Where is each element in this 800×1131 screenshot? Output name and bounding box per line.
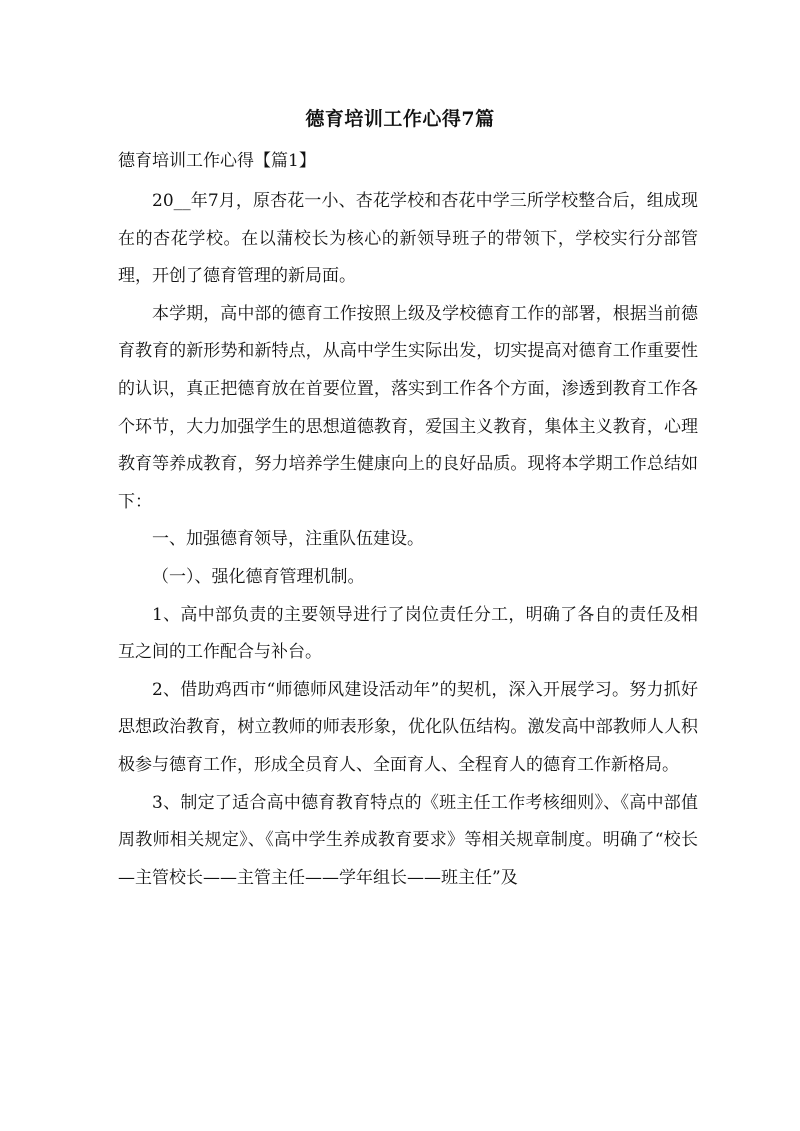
- list-item-3: 3、制定了适合高中德育教育特点的《班主任工作考核细则》、《高中部值周教师相关规定》、《高中学生养成教育要求》等相关规章制度。明确了“校长—主管校长——主管主任——学年组长——班主任”及: [118, 792, 698, 888]
- paragraph-semester: 本学期，高中部的德育工作按照上级及学校德育工作的部署，根据当前德育教育的新形势和新特点，从高中学生实际出发，切实提高对德育工作重要性的认识，真正把德育放在首要位置，落实到工作各个方面，渗透到教育工作各个环节，大力加强学生的思想道德教育，爱国主义教育，集体主义教育，心理教育等养成教育，努力培养学生健康向上的良好品质。现将本学期工作总结如下：: [118, 303, 698, 512]
- list-item-1: 1、高中部负责的主要领导进行了岗位责任分工，明确了各自的责任及相互之间的工作配合与补台。: [118, 604, 698, 663]
- document-title: 德育培训工作心得7篇: [305, 108, 495, 130]
- section-heading: 德育培训工作心得【篇1】: [118, 151, 316, 171]
- heading-level-1: 一、加强德育领导，注重队伍建设。: [152, 529, 424, 550]
- heading-level-2: （一）、强化德育管理机制。: [152, 566, 365, 587]
- paragraph-intro: 20__年7月，原杏花一小、杏花学校和杏花中学三所学校整合后，组成现在的杏花学校。在以蒲校长为核心的新领导班子的带领下，学校实行分部管理，开创了德育管理的新局面。: [118, 191, 698, 287]
- list-item-2: 2、借助鸡西市“师德师风建设活动年”的契机，深入开展学习。努力抓好思想政治教育，树立教师的师表形象，优化队伍结构。激发高中部教师人人积极参与德育工作，形成全员育人、全面育人、全程育人的德育工作新格局。: [118, 679, 698, 775]
- document-body: [118, 183, 698, 897]
